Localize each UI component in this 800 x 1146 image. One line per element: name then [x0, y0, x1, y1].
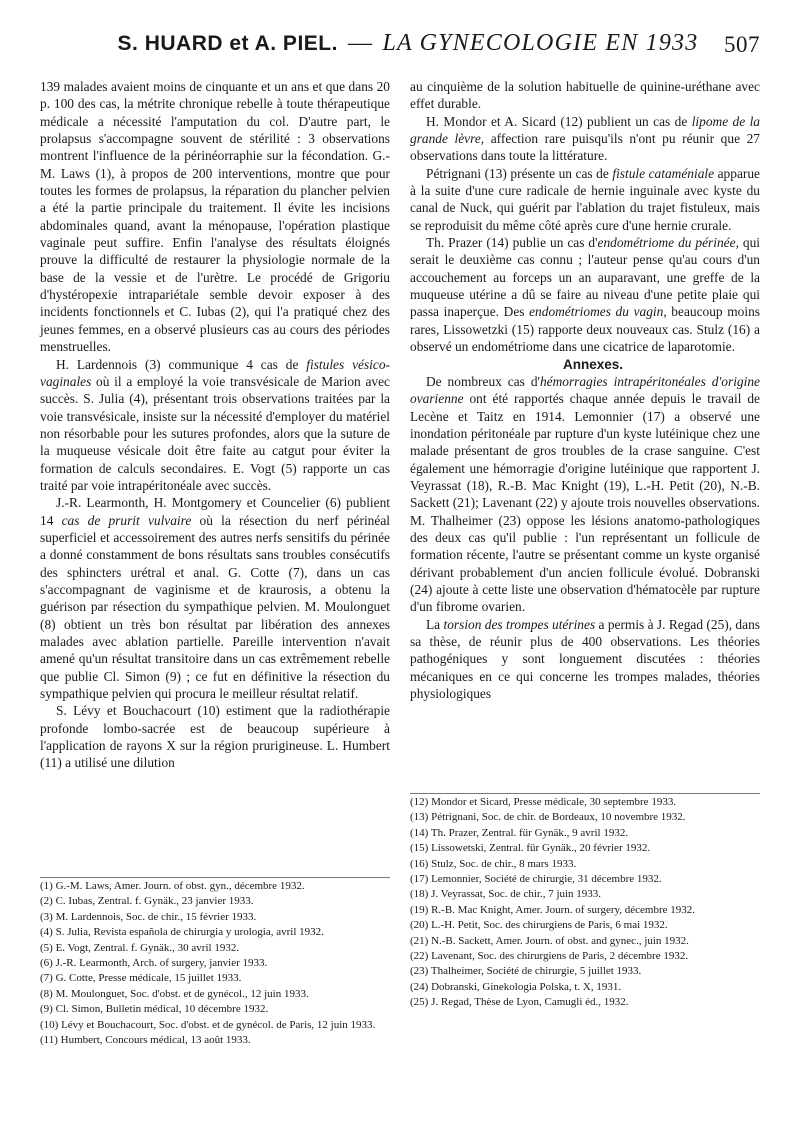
right-paragraph-6: La torsion des trompes utérines a permis à J. Regad (25), dans sa thèse, de réunir plus de 400 observations. Les théories pathogéniques y sont longuement discutées : théories mécaniques en ce qui concerne les trompes malades, théories physiologiques	[410, 616, 760, 702]
left-paragraph-4: S. Lévy et Bouchacourt (10) estiment que la radiothérapie profonde lombo-sacrée est de beaucoup supérieure à l'application de rayons X sur la région prurigineuse. L. Humbert (11) a utilisé une dilution	[40, 703, 390, 771]
left-column	[40, 78, 390, 772]
footnote: (16) Stulz, Soc. de chir., 8 mars 1933.	[410, 857, 577, 870]
footnote: (13) Pétrignani, Soc. de chir. de Bordeaux, 10 novembre 1932.	[410, 811, 686, 824]
footnote: (3) M. Lardennois, Soc. de chir., 15 février 1933.	[40, 910, 257, 923]
footnote: (17) Lemonnier, Société de chirurgie, 31 décembre 1932.	[410, 873, 662, 886]
footnote: (21) N.-B. Sackett, Amer. Journ. of obst. and gynec., juin 1932.	[410, 934, 689, 947]
footnote: (9) Cl. Simon, Bulletin médical, 10 décembre 1932.	[40, 1003, 269, 1016]
footnote: (12) Mondor et Sicard, Presse médicale, 30 septembre 1933.	[410, 796, 677, 808]
right-paragraph-1: au cinquième de la solution habituelle de quinine-uréthane avec effet durable.	[410, 79, 760, 112]
header-dash: —	[347, 30, 373, 56]
page-number: 507	[724, 32, 760, 57]
right-paragraph-4: Th. Prazer (14) publie un cas d'endométriome du périnée, qui serait le deuxième cas connu ; l'auteur pense qu'au cours d'un accouchement au forceps un an auparavant, une greffe de la muqueuse utérine a dû se faire au niveau d'une petite plaie qui passa inaperçue. Des endométriomes du vagin, beaucoup moins rares, Lissowetzki (15) rapporte deux nouveaux cas. Stulz (16) a observé un endométriome dans une cicatrice de laparotomie.	[410, 235, 760, 355]
right-paragraph-3: Pétrignani (13) présente un cas de fistule cataméniale apparue à la suite d'une cure radicale de hernie inguinale avec kyste du canal de Nuck, qui guérit par l'ablation du trajet fistuleux, mais se reproduisit du même côté après cure d'une hernie crurale.	[410, 165, 760, 233]
footnotes-right	[410, 793, 760, 1011]
right-paragraph-2: H. Mondor et A. Sicard (12) publient un cas de lipome de la grande lèvre, affection rare puisqu'ils n'ont pu réunir que 27 observations dans toute la littérature.	[410, 113, 760, 164]
right-paragraph-5: De nombreux cas d'hémorragies intrapéritonéales d'origine ovarienne ont été rapportés chaque année depuis le travail de Lecène et Taitz en 1914. Lemonnier (17) a observé une inondation péritonéale par rupture d'un kyste lutéinique chez une malade présentant de gros troubles de la crase sanguine. C'est également une hémorragie d'origine lutéinique que rapportent J. Veyrassat (18), R.-B. Mac Knight (19), L.-H. Petit (20), N.-B. Sackett (21); Lavenant (22) y ajoute trois nouvelles observations. M. Thalheimer (23) oppose les lésions anatomo-pathologiques des deux cas qu'il publie : l'un représentant un follicule de formation récente, l'autre se présentant comme un kyste organisé dérivant probablement d'un ancien follicule évolué. Dobranski (24) ajoute à cette liste une observation d'hématocèle par rupture d'un fibrome ovarien.	[410, 373, 760, 615]
left-paragraph-2: H. Lardennois (3) communique 4 cas de fistules vésico-vaginales où il a employé la voie transvésicale de Marion avec succès. S. Julia (4), présentant trois observations traitées par la voie transvésicale, insiste sur la nécessité d'employer du matériel non résorbable pour les sutures profondes, alors que la suture de la muqueuse vésicale doit être faite au catgut pour éviter la formation de calculs secondaires. E. Vogt (5) rapporte un cas traité par voie intrapéritonéale avec succès.	[40, 356, 390, 493]
left-paragraph-3: J.-R. Learmonth, H. Montgomery et Councelier (6) publient 14 cas de prurit vulvaire où la résection du nerf périnéal superficiel et accessoirement des autres nerfs sensitifs du périnée a donné constamment de bons résultats sans troubles consécutifs des sphincters urétral et anal. G. Cotte (7), dans un cas s'accompagnant de vaginisme et de kraurosis, a obtenu la guérison par résection du sympathique pelvien. M. Moulonguet (8) obtient un très bon résultat par libération des annexes malades avec ablation partielle. Pareille intervention n'avait amené qu'un résultat transitoire dans un cas extrêmement rebelle que publie Cl. Simon (9) ; ce fut en définitive la résection du sympathique pelvien qui procura le meilleur résultat relatif.	[40, 495, 390, 702]
footnote: (8) M. Moulonguet, Soc. d'obst. et de gynécol., 12 juin 1933.	[40, 987, 309, 1000]
footnote: (18) J. Veyrassat, Soc. de chir., 7 juin 1933.	[410, 888, 602, 901]
footnote: (4) S. Julia, Revista española de chirurgia y urologia, avril 1932.	[40, 926, 324, 939]
footnote: (14) Th. Prazer, Zentral. für Gynäk., 9 avril 1932.	[410, 826, 629, 839]
footnote: (10) Lévy et Bouchacourt, Soc. d'obst. et de gynécol. de Paris, 12 juin 1933.	[40, 1018, 376, 1031]
footnote: (5) E. Vogt, Zentral. f. Gynäk., 30 avril 1932.	[40, 941, 240, 954]
footnote: (24) Dobranski, Ginekologia Polska, t. X, 1931.	[410, 980, 622, 993]
footnote: (25) J. Regad, Thèse de Lyon, Camugli éd., 1932.	[410, 996, 629, 1009]
running-header	[56, 30, 760, 70]
footnotes-left	[40, 877, 390, 1048]
footnote: (23) Thalheimer, Société de chirurgie, 5 juillet 1933.	[410, 965, 642, 978]
section-heading-annexes: Annexes.	[562, 356, 624, 372]
footnote: (1) G.-M. Laws, Amer. Journ. of obst. gyn., décembre 1932.	[40, 880, 305, 892]
left-paragraph-1: 139 malades avaient moins de cinquante et un ans et que dans 20 p. 100 des cas, la métrite chronique rebelle à toute thérapeutique médicale a nécessité l'amputation du col. D'autre part, le prolapsus s'accompagne souvent de stérilité : 3 observations montrent l'influence de la périnéorraphie sur la fécondation. G.-M. Laws (1), à propos de 200 interventions, montre que pour toutes les formes de prolapsus, la réparation du plancher pelvien a été la partie principale du traitement. Il évite les incisions abdominales quand, avant la ménopause, l'opération plastique vaginale peut suffire. Enfin l'analyse des résultats éloignés prouve la difficulté de restaurer la physiologie normale de la base de la vessie et de l'urètre. Le procédé de Grigoriu d'hystéropexie intrapariétale semble devoir exposer à des incidents fonctionnels et C. Iubas (2), qui l'a pratiqué chez des jeunes femmes, en a observé plusieurs cas au cours des périodes menstruelles.	[40, 79, 390, 355]
footnote: (15) Lissowetski, Zentral. für Gynäk., 20 février 1932.	[410, 842, 651, 855]
header-title: LA GYNECOLOGIE EN 1933	[382, 30, 699, 56]
footnote: (22) Lavenant, Soc. des chirurgiens de Paris, 2 décembre 1932.	[410, 950, 689, 963]
footnote: (19) R.-B. Mac Knight, Amer. Journ. of surgery, décembre 1932.	[410, 903, 696, 916]
right-column	[410, 78, 760, 702]
header-authors: S. HUARD et A. PIEL.	[117, 32, 338, 55]
footnote: (7) G. Cotte, Presse médicale, 15 juillet 1933.	[40, 972, 242, 985]
footnote: (11) Humbert, Concours médical, 13 août 1933.	[40, 1034, 251, 1047]
footnote: (6) J.-R. Learmonth, Arch. of surgery, janvier 1933.	[40, 957, 268, 970]
footnote: (20) L.-H. Petit, Soc. des chirurgiens de Paris, 6 mai 1932.	[410, 919, 668, 932]
footnote: (2) C. Iubas, Zentral. f. Gynäk., 23 janvier 1933.	[40, 895, 254, 908]
